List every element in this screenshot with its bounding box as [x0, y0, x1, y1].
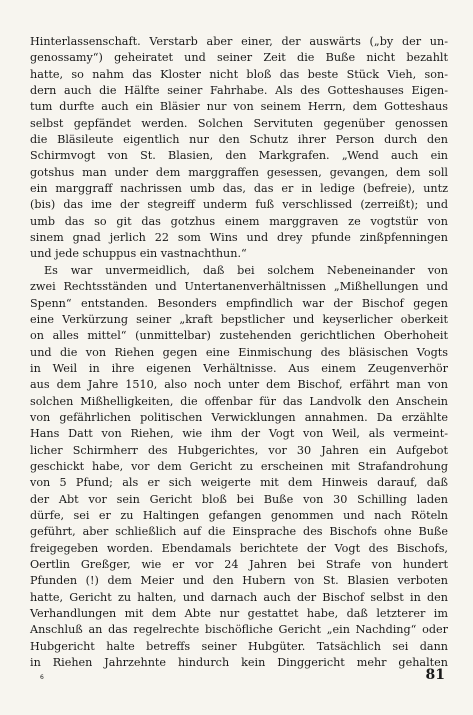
text-line: von 5 Pfund; als er sich weigerte mit dem Hinweis darauf, daß	[30, 476, 448, 490]
text-line: Spenn“ entstanden. Besonders empfindlich war der Bischof gegen	[30, 296, 448, 310]
document-body	[30, 34, 448, 671]
text-line: Es war unvermeidlich, daß bei solchem Nebeneinander von	[44, 263, 448, 277]
text-line: Hans Datt von Riehen, wie ihm der Vogt von Weil, als vermeint-	[30, 427, 448, 441]
text-line: und die von Riehen gegen eine Einmischung des bläsischen Vogts	[30, 345, 448, 359]
text-line: tum durfte auch ein Bläsier nur von seinem Herrn, dem Gotteshaus	[30, 100, 448, 114]
text-line: (bis) das ime der stegreiff underm fuß verschlissed (zerreißt); und	[30, 198, 448, 212]
text-line: von gefährlichen politischen Verwicklungen annahmen. Da erzählte	[30, 410, 448, 424]
text-line: geführt, aber schließlich auf die Einsprache des Bischofs ohne Buße	[30, 525, 448, 539]
text-line: genossamy“) geheiratet und seiner Zeit die Buße nicht bezahlt	[30, 51, 448, 65]
text-line: on alles mittel“ (unmittelbar) zustehenden gerichtlichen Oberhoheit	[30, 329, 448, 343]
text-line: Anschluß an das regelrechte bischöfliche Gericht „ein Nachding“ oder	[30, 623, 448, 637]
text-line: in Riehen Jahrzehnte hindurch kein Dinggericht mehr gehalten	[30, 656, 448, 670]
text-line: selbst gepfändet werden. Solchen Servituten gegenüber genossen	[30, 116, 448, 130]
text-line: gotshus man under dem marggraffen gesessen, gevangen, dem soll	[30, 165, 448, 179]
text-line: Hinterlassenschaft. Verstarb aber einer, der auswärts („by der un-	[30, 35, 448, 48]
text-line: umb das so git das gotzhus einem marggraven ze vogtstür von	[30, 214, 448, 228]
text-line: und jede schuppus ein vastnachthun.“	[30, 247, 247, 261]
text-line: hatte, Gericht zu halten, und darnach auch der Bischof selbst in den	[30, 590, 448, 604]
text-line: Oertlin Greßger, wie er vor 24 Jahren bei Strafe von hundert	[30, 558, 448, 571]
text-line: sinem gnad jerlich 22 som Wins und drey pfunde zinßpfenningen	[30, 231, 448, 245]
text-line: solchen Mißhelligkeiten, die offenbar für das Landvolk den Anschein	[30, 394, 448, 408]
text-line: die Bläsileute eigentlich nur den Schutz ihrer Person durch den	[30, 133, 448, 147]
text-line: in Weil in ihre eigenen Verhältnisse. Aus einem Zeugenverhör	[30, 361, 448, 375]
text-line: geschickt habe, vor dem Gericht zu erscheinen mit Strafandrohung	[30, 459, 448, 473]
text-line: dern auch die Hälfte seiner Fahrhabe. Als des Gotteshauses Eigen-	[30, 84, 448, 98]
text-line: aus dem Jahre 1510, also noch unter dem Bischof, erfährt man von	[30, 378, 448, 392]
text-line: licher Schirmherr des Hubgerichtes, vor 30 Jahren ein Aufgebot	[30, 443, 448, 457]
text-line: der Abt vor sein Gericht bloß bei Buße von 30 Schilling laden	[30, 492, 448, 506]
text-line: Verhandlungen mit dem Abte nur gestattet habe, daß letzterer im	[30, 607, 448, 621]
text-line: Hubgericht halte betreffs seiner Hubgüter. Tatsächlich sei dann	[30, 639, 448, 653]
text-line: Schirmvogt von St. Blasien, den Markgrafen. „Wend auch ein	[30, 149, 448, 163]
text-line: freigegeben worden. Ebendamals berichtete der Vogt des Bischofs,	[30, 541, 448, 555]
text-line: eine Verkürzung seiner „kraft bepstlicher und keyserlicher oberkeit	[30, 312, 448, 326]
text-line: ein marggraff nachrissen umb das, das er in ledige (befreie), untz	[30, 182, 448, 196]
page-number: 81	[425, 667, 445, 683]
signature-mark: 6	[40, 674, 44, 681]
text-line: hatte, so nahm das Kloster nicht bloß das beste Stück Vieh, son-	[30, 67, 448, 81]
text-line: dürfe, sei er zu Haltingen gefangen genommen und nach Röteln	[30, 508, 448, 522]
text-line: zwei Rechtsständen und Untertanenverhältnissen „Mißhellungen und	[30, 280, 448, 294]
text-line: Pfunden (!) dem Meier und den Hubern von St. Blasien verboten	[30, 574, 448, 588]
